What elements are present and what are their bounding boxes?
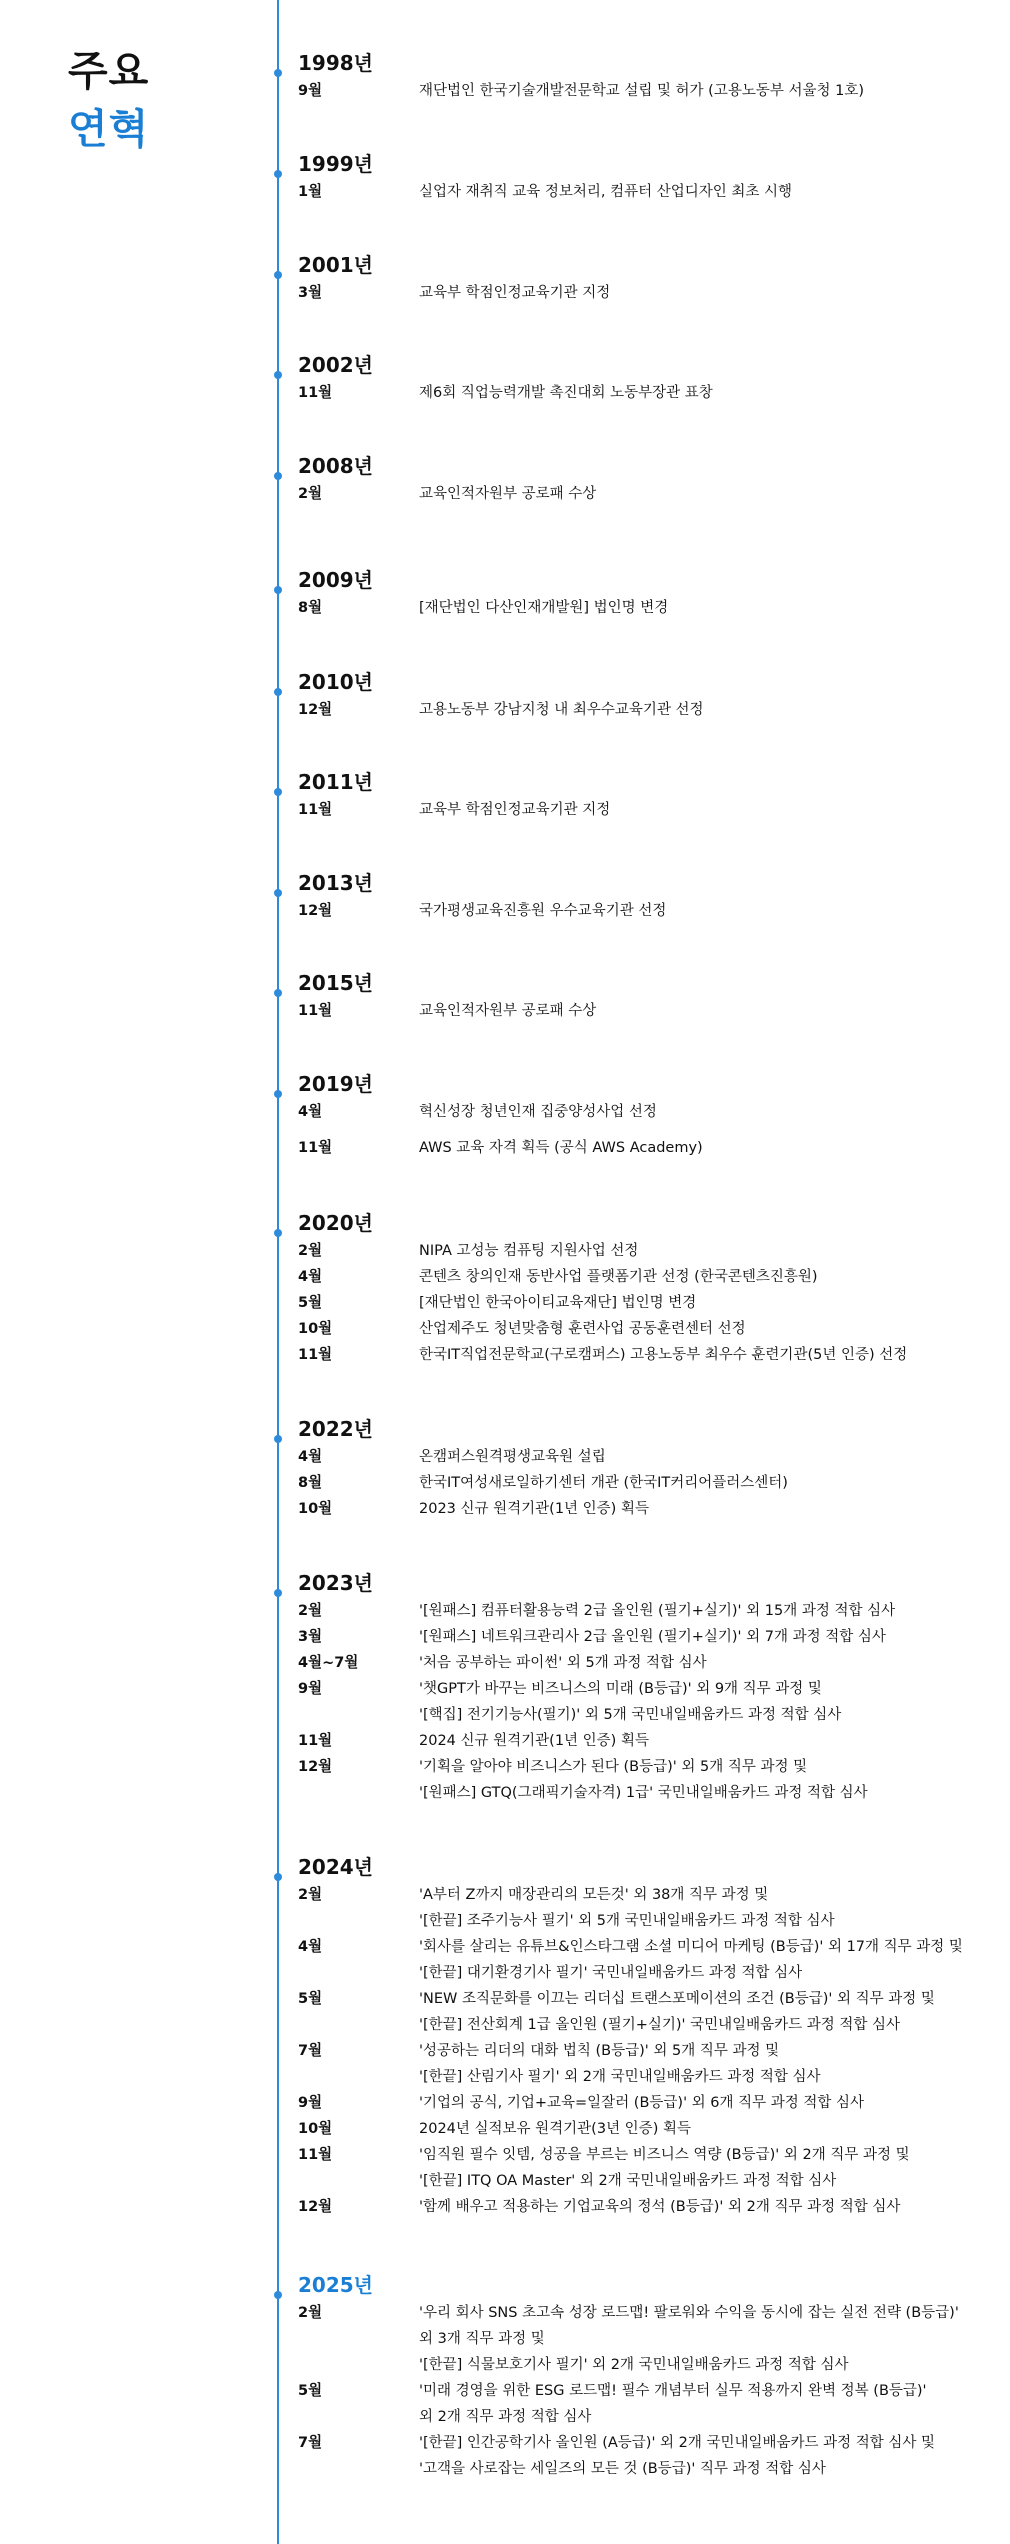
entry-month: 12월: [298, 903, 333, 919]
timeline-dot: [274, 170, 282, 178]
entry-text: '기획을 알아야 비즈니스가 된다 (B등급)' 외 5개 직무 과정 및: [419, 1759, 808, 1775]
year-label: 2024년: [298, 1855, 373, 1879]
entry-text: '기업의 공식, 기업+교육=일잘러 (B등급)' 외 6개 직무 과정 적합 심사: [419, 2095, 865, 2111]
entry-text: 산업제주도 청년맞춤형 훈련사업 공동훈련센터 선정: [419, 1321, 746, 1337]
entry-month: 11월: [298, 1733, 333, 1749]
entry-month: 3월: [298, 285, 323, 301]
entry-text: 교육부 학점인정교육기관 지정: [419, 802, 611, 818]
timeline-line: [277, 0, 279, 2544]
entry-text: [재단법인 다산인재개발원] 법인명 변경: [419, 600, 669, 616]
timeline-dot: [274, 889, 282, 897]
year-label: 2025년: [298, 2273, 373, 2297]
timeline-dot: [274, 1090, 282, 1098]
entry-month: 7월: [298, 2435, 323, 2451]
entry-text: '함께 배우고 적용하는 기업교육의 정석 (B등급)' 외 2개 직무 과정 적합 심사: [419, 2199, 901, 2215]
entry-text: '회사를 살리는 유튜브&인스타그램 소셜 미디어 마케팅 (B등급)' 외 17개 직무 과정 및: [419, 1939, 963, 1955]
entry-text: '[한끝] 대기환경기사 필기' 국민내일배움카드 과정 적합 심사: [419, 1965, 803, 1981]
entry-text: 'A부터 Z까지 매장관리의 모든것' 외 38개 직무 과정 및: [419, 1887, 769, 1903]
timeline-dot: [274, 1229, 282, 1237]
entry-month: 4월~7월: [298, 1655, 359, 1671]
entry-month: 3월: [298, 1629, 323, 1645]
year-label: 2023년: [298, 1571, 373, 1595]
entry-text: '[한끝] 인간공학기사 올인원 (A등급)' 외 2개 국민내일배움카드 과정 적합 심사 및: [419, 2435, 936, 2451]
entry-month: 11월: [298, 2147, 333, 2163]
timeline-dot: [274, 271, 282, 279]
entry-text: 2024년 실적보유 원격기관(3년 인증) 획득: [419, 2121, 691, 2137]
entry-text: 교육부 학점인정교육기관 지정: [419, 285, 611, 301]
timeline-dot: [274, 472, 282, 480]
entry-month: 4월: [298, 1104, 323, 1120]
entry-text: AWS 교육 자격 획득 (공식 AWS Academy): [419, 1140, 703, 1156]
entry-text: '고객을 사로잡는 세일즈의 모든 것 (B등급)' 직무 과정 적합 심사: [419, 2461, 826, 2477]
section-title-line2: 연혁: [68, 105, 150, 153]
entry-text: 외 2개 직무 과정 적합 심사: [419, 2409, 592, 2425]
entry-month: 4월: [298, 1939, 323, 1955]
entry-text: 교육인적자원부 공로패 수상: [419, 1003, 597, 1019]
section-title-line1: 주요: [68, 47, 150, 95]
entry-text: 고용노동부 강남지청 내 최우수교육기관 선정: [419, 702, 704, 718]
timeline-dot: [274, 989, 282, 997]
entry-text: '[원패스] 네트워크관리사 2급 올인원 (필기+실기)' 외 7개 과정 적합 심사: [419, 1629, 886, 1645]
entry-text: 2024 신규 원격기관(1년 인증) 획득: [419, 1733, 649, 1749]
year-label: 2013년: [298, 871, 373, 895]
entry-text: '미래 경영을 위한 ESG 로드맵! 필수 개념부터 실무 적용까지 완벽 정복 (B등급)': [419, 2383, 927, 2399]
entry-text: '[한끝] ITQ OA Master' 외 2개 국민내일배움카드 과정 적합 심사: [419, 2173, 837, 2189]
entry-month: 5월: [298, 1295, 323, 1311]
year-label: 2022년: [298, 1417, 373, 1441]
entry-month: 2월: [298, 1243, 323, 1259]
entry-text: 한국IT여성새로일하기센터 개관 (한국IT커리어플러스센터): [419, 1475, 788, 1491]
entry-text: '우리 회사 SNS 초고속 성장 로드맵! 팔로워와 수익을 동시에 잡는 실전 전략 (B등급)': [419, 2305, 959, 2321]
entry-month: 4월: [298, 1449, 323, 1465]
entry-month: 2월: [298, 2305, 323, 2321]
entry-text: 실업자 재취직 교육 정보처리, 컴퓨터 산업디자인 최초 시행: [419, 184, 793, 200]
entry-text: 국가평생교육진흥원 우수교육기관 선정: [419, 903, 667, 919]
timeline-dot: [274, 1435, 282, 1443]
entry-text: 재단법인 한국기술개발전문학교 설립 및 허가 (고용노동부 서울청 1호): [419, 83, 864, 99]
entry-month: 9월: [298, 1681, 323, 1697]
entry-text: 외 3개 직무 과정 및: [419, 2331, 545, 2347]
timeline-dot: [274, 688, 282, 696]
year-label: 1999년: [298, 152, 373, 176]
entry-text: '처음 공부하는 파이썬' 외 5개 과정 적합 심사: [419, 1655, 707, 1671]
entry-text: '[핵집] 전기기능사(필기)' 외 5개 국민내일배움카드 과정 적합 심사: [419, 1707, 842, 1723]
year-label: 2019년: [298, 1072, 373, 1096]
entry-month: 12월: [298, 702, 333, 718]
entry-month: 10월: [298, 2121, 333, 2137]
entry-text: 제6회 직업능력개발 촉진대회 노동부장관 표창: [419, 385, 713, 401]
entry-text: 한국IT직업전문학교(구로캠퍼스) 고용노동부 최우수 훈련기관(5년 인증) 선정: [419, 1347, 908, 1363]
year-label: 2009년: [298, 568, 373, 592]
entry-month: 10월: [298, 1321, 333, 1337]
entry-text: '[원패스] 컴퓨터활용능력 2급 올인원 (필기+실기)' 외 15개 과정 적합 심사: [419, 1603, 896, 1619]
entry-month: 12월: [298, 1759, 333, 1775]
entry-month: 2월: [298, 486, 323, 502]
year-label: 2001년: [298, 253, 373, 277]
entry-month: 7월: [298, 2043, 323, 2059]
timeline-dot: [274, 69, 282, 77]
year-label: 1998년: [298, 51, 373, 75]
entry-month: 12월: [298, 2199, 333, 2215]
entry-text: '[한끝] 조주기능사 필기' 외 5개 국민내일배움카드 과정 적합 심사: [419, 1913, 835, 1929]
entry-text: '[원패스] GTQ(그래픽기술자격) 1급' 국민내일배움카드 과정 적합 심사: [419, 1785, 868, 1801]
entry-text: 온캠퍼스원격평생교육원 설립: [419, 1449, 606, 1465]
entry-month: 1월: [298, 184, 323, 200]
entry-text: 'NEW 조직문화를 이끄는 리더십 트랜스포메이션의 조건 (B등급)' 외 직무 과정 및: [419, 1991, 935, 2007]
entry-month: 11월: [298, 1140, 333, 1156]
timeline-dot: [274, 371, 282, 379]
entry-month: 5월: [298, 2383, 323, 2399]
entry-text: '[한끝] 전산회계 1급 올인원 (필기+실기)' 국민내일배움카드 과정 적합 심사: [419, 2017, 901, 2033]
timeline-dot: [274, 788, 282, 796]
timeline-dot: [274, 586, 282, 594]
year-label: 2011년: [298, 770, 373, 794]
entry-text: 2023 신규 원격기관(1년 인증) 획득: [419, 1501, 649, 1517]
entry-text: '성공하는 리더의 대화 법칙 (B등급)' 외 5개 직무 과정 및: [419, 2043, 780, 2059]
entry-text: 콘텐츠 창의인재 동반사업 플랫폼기관 선정 (한국콘텐츠진흥원): [419, 1269, 818, 1285]
year-label: 2015년: [298, 971, 373, 995]
section-title: [68, 42, 149, 158]
year-label: 2020년: [298, 1211, 373, 1235]
entry-text: '[한끝] 식물보호기사 필기' 외 2개 국민내일배움카드 과정 적합 심사: [419, 2357, 849, 2373]
entry-text: [재단법인 한국아이티교육재단] 법인명 변경: [419, 1295, 697, 1311]
entry-text: '[한끝] 산림기사 필기' 외 2개 국민내일배움카드 과정 적합 심사: [419, 2069, 821, 2085]
entry-month: 9월: [298, 83, 323, 99]
entry-month: 11월: [298, 802, 333, 818]
entry-month: 5월: [298, 1991, 323, 2007]
entry-month: 11월: [298, 1347, 333, 1363]
entry-text: '챗GPT가 바꾸는 비즈니스의 미래 (B등급)' 외 9개 직무 과정 및: [419, 1681, 822, 1697]
year-label: 2010년: [298, 670, 373, 694]
year-label: 2002년: [298, 353, 373, 377]
entry-text: 혁신성장 청년인재 집중양성사업 선정: [419, 1104, 657, 1120]
year-label: 2008년: [298, 454, 373, 478]
entry-text: '임직원 필수 잇템, 성공을 부르는 비즈니스 역량 (B등급)' 외 2개 직무 과정 및: [419, 2147, 910, 2163]
entry-text: 교육인적자원부 공로패 수상: [419, 486, 597, 502]
entry-month: 9월: [298, 2095, 323, 2111]
entry-month: 2월: [298, 1603, 323, 1619]
entry-month: 8월: [298, 1475, 323, 1491]
entry-month: 8월: [298, 600, 323, 616]
timeline-dot: [274, 2291, 282, 2299]
timeline-dot: [274, 1873, 282, 1881]
entry-month: 10월: [298, 1501, 333, 1517]
entry-month: 2월: [298, 1887, 323, 1903]
timeline-dot: [274, 1589, 282, 1597]
entry-text: NIPA 고성능 컴퓨팅 지원사업 선정: [419, 1243, 639, 1259]
entry-month: 11월: [298, 385, 333, 401]
entry-month: 11월: [298, 1003, 333, 1019]
entry-month: 4월: [298, 1269, 323, 1285]
